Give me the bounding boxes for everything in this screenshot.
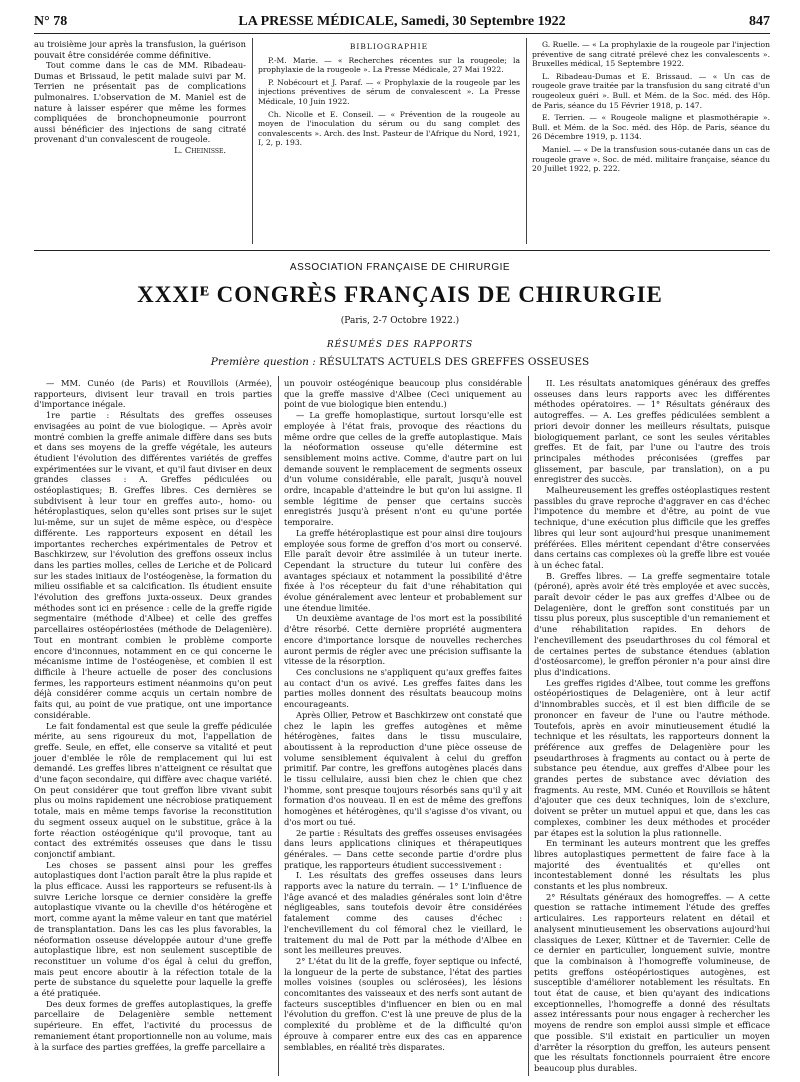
- paragraph: II. Les résultats anatomiques généraux des greffes osseuses dans leurs rapports avec les différentes méthodes opératoires. — 1° Résultats généraux des autogreffes. — A. Les greffes pédiculées semblent a priori devoir donner les meilleurs résultats, puisque biologiquement parlant, ce sont les seules véritables greffes. Et de fait, par l'une ou l'autre des trois principales méthodes préconisées (greffes par glissement, par bascule, par translation), on a pu enregistrer des succès.: [534, 378, 770, 485]
- bibliography-entry: Maniel. — « De la transfusion sous-cutanée dans un cas de rougeole grave ». Soc. de méd. militaire française, séance du 20 Juillet 1922, p. 222.: [532, 144, 770, 174]
- paragraph: au troisième jour après la transfusion, la guérison pouvait être considérée comme définitive.: [34, 39, 246, 60]
- paragraph: 1re partie : Résultats des greffes osseuses envisagées au point de vue biologique. — Après avoir montré combien la greffe animale diffère dans ses buts et dans ses moyens de la greffe végétale, les auteurs étudient l'évolution des différentes variétés de greffes expérimentées sur le vivant, et qu'il faut diviser en deux grandes classes : A. Greffes pédiculées ou ostéoplastiques; B. Greffes libres. Ces dernières se subdivisent à leur tour en greffes auto-, homo- ou hétéroplastiques, selon qu'elles sont prises sur le sujet lui-même, sur un sujet de même espèce, ou d'espèce différente. Les rapporteurs exposent en détail les importantes recherches expérimentales de Petrov et Baschkirzew, sur l'évolution des greffons osseux inclus dans les parties molles, celles de Leriche et de Policard sur les stades initiaux de l'ostéogenèse, la formation du milieu ossifiable et sa calcification. Ils étudient ensuite l'évolution des greffons juxta-osseux. Deux grandes méthodes sont ici en présence : celle de la greffe rigide segmentaire (méthode d'Albee) et celle des greffes parcellaires ostéopériostées (méthode de Delagenière). Tout en montrant combien le problème comporte encore d'inconnues, notamment en ce qui concerne le mécanisme intime de l'ostéogenèse, et combien il est difficile à l'heure actuelle de poser des conclusions fermes, les rapporteurs estiment néanmoins qu'on peut déjà considérer comme acquis un certain nombre de faits qui, au point de vue pratique, ont une importance considérable.: [34, 410, 272, 720]
- paragraph: Les greffes rigides d'Albee, tout comme les greffons ostéopériostiques de Delagenière, ont à leur actif d'innombrables succès, et il est bien difficile de se prononcer en faveur de l'une ou l'autre méthode. Toutefois, après en avoir minutieusement étudié la technique et les résultats, les rapporteurs donnent la préférence aux greffes de Delagenière pour les pseudarthroses à fragments au contact ou à perte de substance peu étendue, aux greffes d'Albee pour les grandes pertes de substance avec déviation des fragments. Au reste, MM. Cunéo et Rouvillois se hâtent d'ajouter que ces deux techniques, loin de s'exclure, doivent se prêter un mutuel appui et que, dans les cas complexes, combiner les deux méthodes et procéder par étapes est la solution la plus rationnelle.: [534, 677, 770, 838]
- paragraph: 2e partie : Résultats des greffes osseuses envisagées dans leurs applications cliniques et thérapeutiques générales. — Dans cette seconde partie d'ordre plus pratique, les rapporteurs étudient successivement :: [284, 827, 522, 870]
- question-title: RÉSULTATS ACTUELS DES GREFFES OSSEUSES: [319, 356, 590, 368]
- section-heading: RÉSUMÉS DES RAPPORTS: [326, 340, 474, 350]
- question-heading: [0, 356, 800, 368]
- congress-place-date: (Paris, 2-7 Octobre 1922.): [340, 316, 460, 326]
- paragraph: Des deux formes de greffes autoplastiques, la greffe parcellaire de Delagenière semble nettement supérieure. En effet, l'activité du processus de remaniement étant proportionnelle non au volume, mais à la surface des parties greffées, la greffe parcellaire a: [34, 998, 272, 1052]
- bibliography-entry: E. Terrien. — « Rougeole maligne et plasmothérapie ». Bull. et Mém. de la Soc. méd. des Hôp. de Paris, séance du 26 Décembre 1919, p. 1134.: [532, 113, 770, 142]
- page-number: 847: [749, 14, 770, 29]
- author-signature: L. Cheinisse.: [174, 144, 226, 155]
- column-3: [534, 378, 770, 1074]
- paragraph: Ces conclusions ne s'appliquent qu'aux greffes faites au contact d'un os avivé. Les greffes faites dans les parties molles donnent des résultats beaucoup moins encourageants.: [284, 666, 522, 710]
- column-divider: [252, 38, 253, 244]
- bibliography-entry: L. Ribadeau-Dumas et E. Brissaud. — « Un cas de rougeole grave traitée par la transfusion du sang citraté d'un rougeoleux guéri ». Bull. et Mém. de la Soc. méd. des Hôp. de Paris, séance du 15 Février 1918, p. 147.: [532, 71, 770, 110]
- bibliography-right: [532, 40, 770, 177]
- bibliography-entry: P. Nobécourt et J. Paraf. — « Prophylaxie de la rougeole par les injections préventives de sérum de convalescent ». La Presse Médicale, 10 Juin 1922.: [258, 77, 520, 106]
- question-label: Première question :: [210, 356, 316, 368]
- paragraph: I. Les résultats des greffes osseuses dans leurs rapports avec la nature du terrain. — 1° L'influence de l'âge avancé et des maladies générales sont loin d'être négligeables, sans toutefois devoir être considérées fatalement comme des causes d'échec : l'enchevillement du col fémoral chez le vieillard, le traitement du mal de Pott par la méthode d'Albee en sont les meilleures preuves.: [284, 870, 522, 956]
- journal-title-date: LA PRESSE MÉDICALE, Samedi, 30 Septembre 1922: [238, 14, 566, 29]
- running-header: [34, 14, 770, 34]
- column-divider: [278, 376, 279, 1076]
- bibliography-entry: G. Ruelle. — « La prophylaxie de la rougeole par l'injection préventive de sang citraté prélevé chez les convalescents ». Bruxelles médical, 15 Septembre 1922.: [532, 40, 770, 69]
- paragraph: 2° Résultats généraux des homogreffes. — A cette question se rattache intimement l'étude des greffes articulaires. Les rapporteurs relatent en détail et analysent minutieusement les observations aujourd'hui classiques de Lexer, Küttner et de Tavernier. Celle de ce dernier en particulier, longuement suivie, montre que la combinaison à l'homogreffe volumineuse, de petits greffons ostéopériostiques autogènes, est susceptible d'améliorer notablement les résultats. En tout état de cause, et bien qu'ayant des indications exceptionnelles, l'homogreffe a donné des résultats assez intéressants pour nous engager à rechercher les moyens de rendre son emploi aussi simple et efficace que possible. S'il existait en particulier un moyen d'arrêter la résorption du greffon, les auteurs pensent que les résultats fonctionnels pourraient être encore beaucoup plus durables.: [534, 891, 770, 1073]
- header-rule: [34, 33, 770, 34]
- paragraph: — La greffe homoplastique, surtout lorsqu'elle est employée à l'état frais, provoque des réactions du même ordre que celles de la greffe autoplastique. Mais la néoformation osseuse qu'elle détermine est sensiblement moins active. Comme, d'autre part on lui demande souvent le remplacement de segments osseux d'un volume considérable, elle paraît, jusqu'à nouvel ordre, incapable d'atteindre le but qu'on lui assigne. Il semble légitime de penser que certains succès enregistrés jusqu'à présent n'ont eu qu'une portée temporaire.: [284, 410, 522, 528]
- paragraph: — MM. Cunéo (de Paris) et Rouvillois (Armée), rapporteurs, divisent leur travail en trois parties d'importance inégale.: [34, 378, 272, 410]
- paragraph: un pouvoir ostéogénique beaucoup plus considérable que la greffe massive d'Albee (Ceci uniquement au point de vue biologique bien entendu.): [284, 378, 522, 410]
- association-name: ASSOCIATION FRANÇAISE DE CHIRURGIE: [289, 262, 511, 273]
- bibliography-entry: P.-M. Marie. — « Recherches récentes sur la rougeole; la prophylaxie de la rougeole ». La Presse Médicale, 27 Mai 1922.: [258, 55, 520, 75]
- paragraph: Le fait fondamental est que seule la greffe pédiculée mérite, au sens rigoureux du mot, l'appellation de greffe. Seule, en effet, elle conserve sa vitalité et peut jouer d'emblée le rôle de remplacement qui lui est demandé. Les greffes libres n'atteignent ce résultat que d'une façon secondaire, qui diffère avec chaque variété. On peut considérer que tout greffon libre vivant subit plus ou moins rapidement une nécrobiose pratiquement totale, mais en même temps favorise la reconstitution du segment osseux auquel on le substitue, grâce à la forte réaction ostéogénique qu'il provoque, tant au contact des extrémités osseuses que dans le tissu conjonctif ambiant.: [34, 720, 272, 859]
- paragraph: En terminant les auteurs montrent que les greffes libres autoplastiques permettent de faire face à la majorité des éventualités et qu'elles ont incontestablement donné les résultats les plus constants et les plus nombreux.: [534, 838, 770, 892]
- issue-number: N° 78: [34, 14, 68, 29]
- column-1: [34, 378, 272, 1052]
- bibliography-left: [258, 40, 520, 151]
- paragraph: Après Ollier, Petrow et Baschkirzew ont constaté que chez le lapin les greffes autogènes et même hétérogènes, faites dans le tissu musculaire, aboutissent à la reproduction d'une pièce osseuse de volume sensiblement équivalent à celui du greffon primitif. Par contre, les greffons autogènes placés dans le tissu cellulaire, aussi bien chez le chien que chez l'homme, sont presque toujours résorbés sans qu'il y ait formation d'os nouveau. Il en est de même des greffons homogènes et hétérogènes, qu'il s'agisse d'os vivant, ou d'os mort ou tué.: [284, 709, 522, 827]
- column-divider: [528, 376, 529, 1076]
- section-rule: [34, 250, 770, 251]
- bibliography-entry: Ch. Nicolle et E. Conseil. — « Prévention de la rougeole au moyen de l'inoculation du sérum ou du sang complet des convalescents ». Arch. des Inst. Pasteur de l'Afrique du Nord, 1921, I, 2, p. 193.: [258, 109, 520, 148]
- paragraph: Un deuxième avantage de l'os mort est la possibilité d'être résorbé. Cette dernière propriété augmentera encore d'importance lorsque de nouvelles recherches auront permis de régler avec une précision suffisante la vitesse de la résorption.: [284, 613, 522, 667]
- bibliography-title: BIBLIOGRAPHIE: [349, 42, 429, 51]
- closing-text: [34, 39, 246, 156]
- column-2: [284, 378, 522, 1052]
- congress-title: XXXIᴱ CONGRÈS FRANÇAIS DE CHIRURGIE: [137, 282, 663, 307]
- column-divider: [526, 38, 527, 244]
- paragraph: Les choses se passent ainsi pour les greffes autoplastiques dont l'action paraît être la plus rapide et la plus efficace. Aussi les rapporteurs se refusent-ils à suivre Leriche lorsque ce dernier considère la greffe autoplastique vivante ou la cheville d'os hétérogène et mort, comme ayant la même valeur en tant que matériel de transplantation. Dans les cas les plus favorables, la néoformation osseuse développée autour d'une greffe autoplastique libre, est non seulement susceptible de reconstituer un volume d'os égal à celui du greffon, mais peut encore aboutir à la réfection totale de la perte de substance du squelette pour laquelle la greffe a été pratiquée.: [34, 859, 272, 999]
- paragraph: Tout comme dans le cas de MM. Ribadeau-Dumas et Brissaud, le petit malade suivi par M. Terrien ne présentait pas de complications pulmonaires. L'observation de M. Maniel est de nature à laisser espérer que même les formes compliquées de bronchopneumonie pourront aussi bénéficier des injections de sang citraté provenant d'un convalescent de rougeole.: [34, 60, 246, 145]
- paragraph: Malheureusement les greffes ostéoplastiques restent passibles du grave reproche d'aggraver en cas d'échec l'impotence du membre et d'être, au point de vue technique, d'une exécution plus difficile que les greffes libres qui leur sont aujourd'hui presque unanimement préférées. Elles méritent cependant d'être conservées dans certains cas complexes où la greffe libre est vouée à un échec fatal.: [534, 485, 770, 570]
- paragraph: 2° L'état du lit de la greffe, foyer septique ou infecté, la longueur de la perte de substance, l'état des parties molles voisines (souples ou sclérosées), les lésions concomitantes des vaisseaux et des nerfs sont autant de facteurs susceptibles d'influencer en bien ou en mal l'évolution du greffon. C'est là une preuve de plus de la complexité du problème et de la difficulté qu'on éprouve à comparer entre eux des cas en apparence semblables, en réalité très disparates.: [284, 955, 522, 1052]
- paragraph: B. Greffes libres. — La greffe segmentaire totale (péroné), après avoir été très employée et avec succès, paraît devoir céder le pas aux greffes d'Albee ou de Delagenière, dont le greffon sont constitués par un tissu plus poreux, plus susceptible d'un remaniement et d'une réhabilitation rapides. En dehors de l'enchevillement des pseudarthroses du col fémoral et de certaines pertes de substance étendues (ablation d'ostéosarcome), le greffon péronier n'a pour ainsi dire plus d'indications.: [534, 570, 770, 677]
- paragraph: La greffe hétéroplastique est pour ainsi dire toujours employée sous forme de greffon d'os mort ou conservé. Elle paraît devoir être assimilée à un tuteur inerte. Cependant la structure du tuteur lui confère des avantages spéciaux et notamment la possibilité d'être fixée à l'os récepteur du fait d'une réhabitation qui évolue généralement avec lenteur et probablement sur une étendue limitée.: [284, 527, 522, 613]
